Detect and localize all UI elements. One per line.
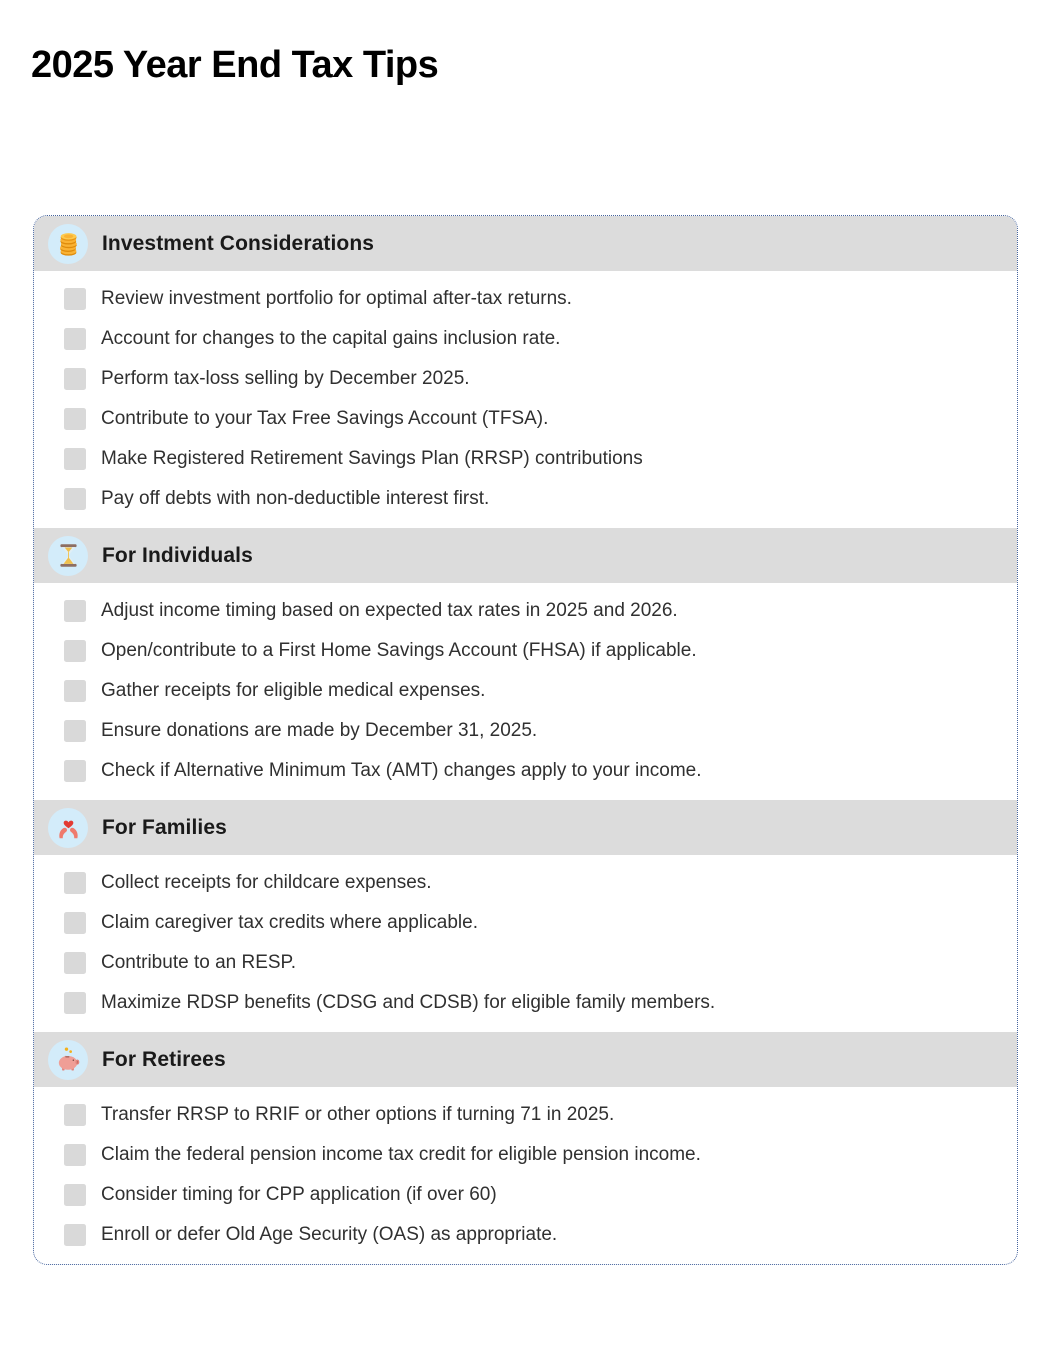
checkbox[interactable] [64,488,86,510]
checklist-item-label: Collect receipts for childcare expenses. [101,872,432,893]
checkbox[interactable] [64,600,86,622]
checklist-item-label: Maximize RDSP benefits (CDSG and CDSB) for eligible family members. [101,992,716,1013]
checkbox[interactable] [64,760,86,782]
checklist-item-label: Ensure donations are made by December 31, 2025. [101,720,538,741]
checklist-item-label: Review investment portfolio for optimal after-tax returns. [101,288,572,309]
checklist-row [34,943,1017,983]
checklist-row [34,983,1017,1023]
checklist-item-label: Consider timing for CPP application (if over 60) [101,1184,497,1205]
heart-hands-icon [55,814,82,841]
tax-tips-checklist [33,215,1018,1265]
checklist-item-label: Claim caregiver tax credits where applicable. [101,912,478,933]
checkbox[interactable] [64,448,86,470]
checklist-row [34,279,1017,319]
checklist-row [34,903,1017,943]
section-header-for-retirees [34,1032,1017,1087]
checkbox[interactable] [64,872,86,894]
checkbox[interactable] [64,408,86,430]
checklist-row [34,439,1017,479]
checklist-row [34,319,1017,359]
checklist-row [34,1135,1017,1175]
section-items [34,583,1017,800]
checklist-row [34,631,1017,671]
checklist-item-label: Account for changes to the capital gains inclusion rate. [101,328,561,349]
checklist-row [34,591,1017,631]
checklist-item-label: Make Registered Retirement Savings Plan (RRSP) contributions [101,448,643,469]
checklist-item-label: Gather receipts for eligible medical expenses. [101,680,486,701]
checklist-row [34,479,1017,519]
section-title: For Retirees [102,1047,226,1071]
section-icon-circle [48,808,88,848]
checklist-section [34,528,1017,800]
checkbox[interactable] [64,1104,86,1126]
checklist-section [34,1032,1017,1264]
checklist-item-label: Enroll or defer Old Age Security (OAS) as appropriate. [101,1224,558,1245]
checkbox[interactable] [64,992,86,1014]
checklist-section [34,800,1017,1032]
checkbox[interactable] [64,368,86,390]
checklist-item-label: Adjust income timing based on expected tax rates in 2025 and 2026. [101,600,678,621]
checklist-item-label: Check if Alternative Minimum Tax (AMT) changes apply to your income. [101,760,702,781]
section-icon-circle [48,224,88,264]
section-items [34,1087,1017,1264]
section-items [34,855,1017,1032]
page-title: 2025 Year End Tax Tips [31,44,439,86]
checklist-item-label: Transfer RRSP to RRIF or other options if turning 71 in 2025. [101,1104,615,1125]
checklist-row [34,1175,1017,1215]
checklist-row [34,359,1017,399]
checklist-row [34,399,1017,439]
section-header-for-individuals [34,528,1017,583]
checklist-item-label: Claim the federal pension income tax credit for eligible pension income. [101,1144,701,1165]
piggy-bank-icon [55,1046,82,1073]
checklist-item-label: Open/contribute to a First Home Savings Account (FHSA) if applicable. [101,640,697,661]
checkbox[interactable] [64,680,86,702]
checklist-row [34,671,1017,711]
section-title: For Individuals [102,543,253,567]
checklist-row [34,711,1017,751]
section-title: Investment Considerations [102,231,375,255]
checkbox[interactable] [64,1184,86,1206]
checkbox[interactable] [64,328,86,350]
checkbox[interactable] [64,912,86,934]
section-header-investment-considerations [34,216,1017,271]
coins-icon [55,230,82,257]
checklist-row [34,1215,1017,1255]
checklist-item-label: Contribute to your Tax Free Savings Account (TFSA). [101,408,549,429]
checkbox[interactable] [64,720,86,742]
hourglass-icon [55,542,82,569]
checkbox[interactable] [64,952,86,974]
checkbox[interactable] [64,1144,86,1166]
checklist-row [34,1095,1017,1135]
checklist-item-label: Contribute to an RESP. [101,952,297,973]
checklist-row [34,751,1017,791]
section-items [34,271,1017,528]
checklist-item-label: Perform tax-loss selling by December 2025. [101,368,470,389]
section-title: For Families [102,815,227,839]
checkbox[interactable] [64,288,86,310]
checklist-row [34,863,1017,903]
section-icon-circle [48,1040,88,1080]
checklist-section [34,216,1017,528]
section-icon-circle [48,536,88,576]
checkbox[interactable] [64,640,86,662]
section-header-for-families [34,800,1017,855]
checkbox[interactable] [64,1224,86,1246]
checklist-item-label: Pay off debts with non-deductible interest first. [101,488,490,509]
